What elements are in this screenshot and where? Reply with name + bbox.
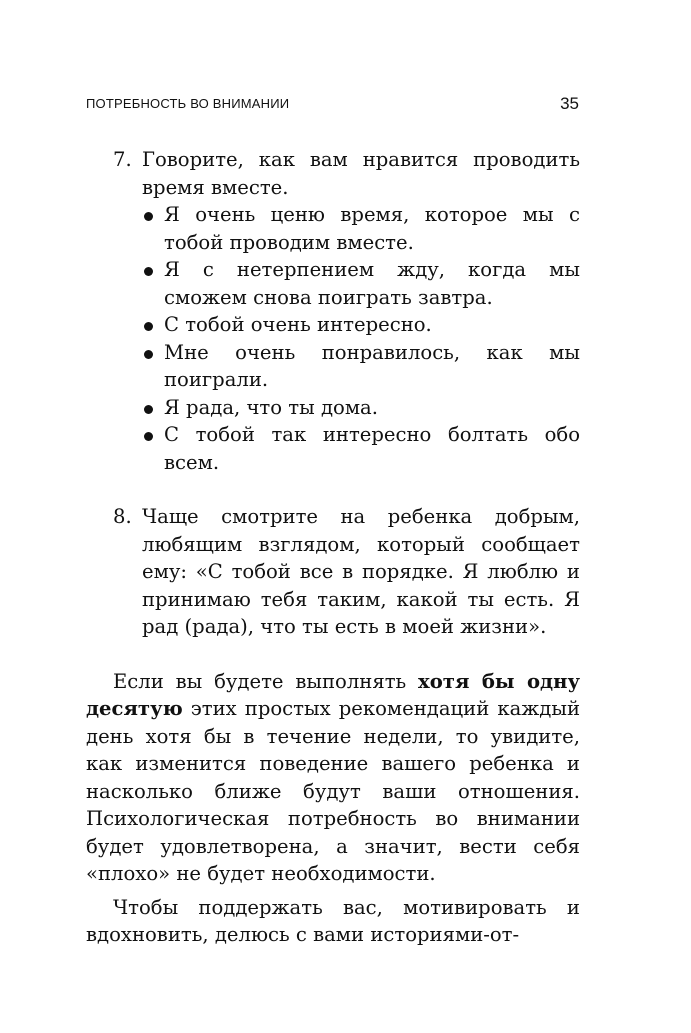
item-number: 8. bbox=[113, 505, 132, 528]
body-paragraph bbox=[86, 894, 580, 949]
page-body bbox=[86, 146, 580, 949]
bullet-item: Я с нетерпением жду, когда мы сможем снова поиграть завтра. bbox=[142, 256, 580, 311]
page-header bbox=[86, 96, 579, 120]
item-number: 7. bbox=[113, 148, 132, 171]
body-paragraph bbox=[86, 668, 580, 888]
bullet-item: Мне очень понравилось, как мы поиграли. bbox=[142, 339, 580, 394]
bullet-item: С тобой так интересно болтать обо всем. bbox=[142, 421, 580, 476]
paragraph-text: Чтобы поддержать вас, мотивировать и вдохновить, делюсь с вами историями-от- bbox=[86, 895, 580, 946]
page-number: 35 bbox=[560, 94, 579, 113]
item-text: Говорите, как вам нравится проводить время вместе. bbox=[142, 148, 580, 199]
item-text: Чаще смотрите на ребенка добрым, любящим взглядом, который сообщает ему: «С тобой все в порядке. Я люблю и принимаю тебя таким, какой ты есть. Я рад (рада), что ты есть в моей жизни». bbox=[142, 505, 580, 638]
bullet-item: С тобой очень интересно. bbox=[142, 311, 580, 339]
paragraph-text: этих простых рекомендаций каждый день хотя бы в течение недели, то увидите, как изменится поведение вашего ребенка и насколько ближе будут ваши отношения. Психологическая потребность во внимании будет удовлетворена, а значит, вести себя «плохо» не будет необходимости. bbox=[86, 697, 580, 885]
bold-emphasis: хотя бы одну десятую bbox=[86, 669, 580, 720]
numbered-item-8 bbox=[86, 503, 580, 641]
paragraph-text: Если вы будете выполнять bbox=[113, 669, 419, 693]
bullet-list bbox=[142, 201, 580, 476]
numbered-item-7 bbox=[86, 146, 580, 476]
bullet-item: Я рада, что ты дома. bbox=[142, 394, 580, 422]
running-head: ПОТРЕБНОСТЬ ВО ВНИМАНИИ bbox=[86, 96, 290, 111]
bullet-item: Я очень ценю время, которое мы с тобой проводим вместе. bbox=[142, 201, 580, 256]
